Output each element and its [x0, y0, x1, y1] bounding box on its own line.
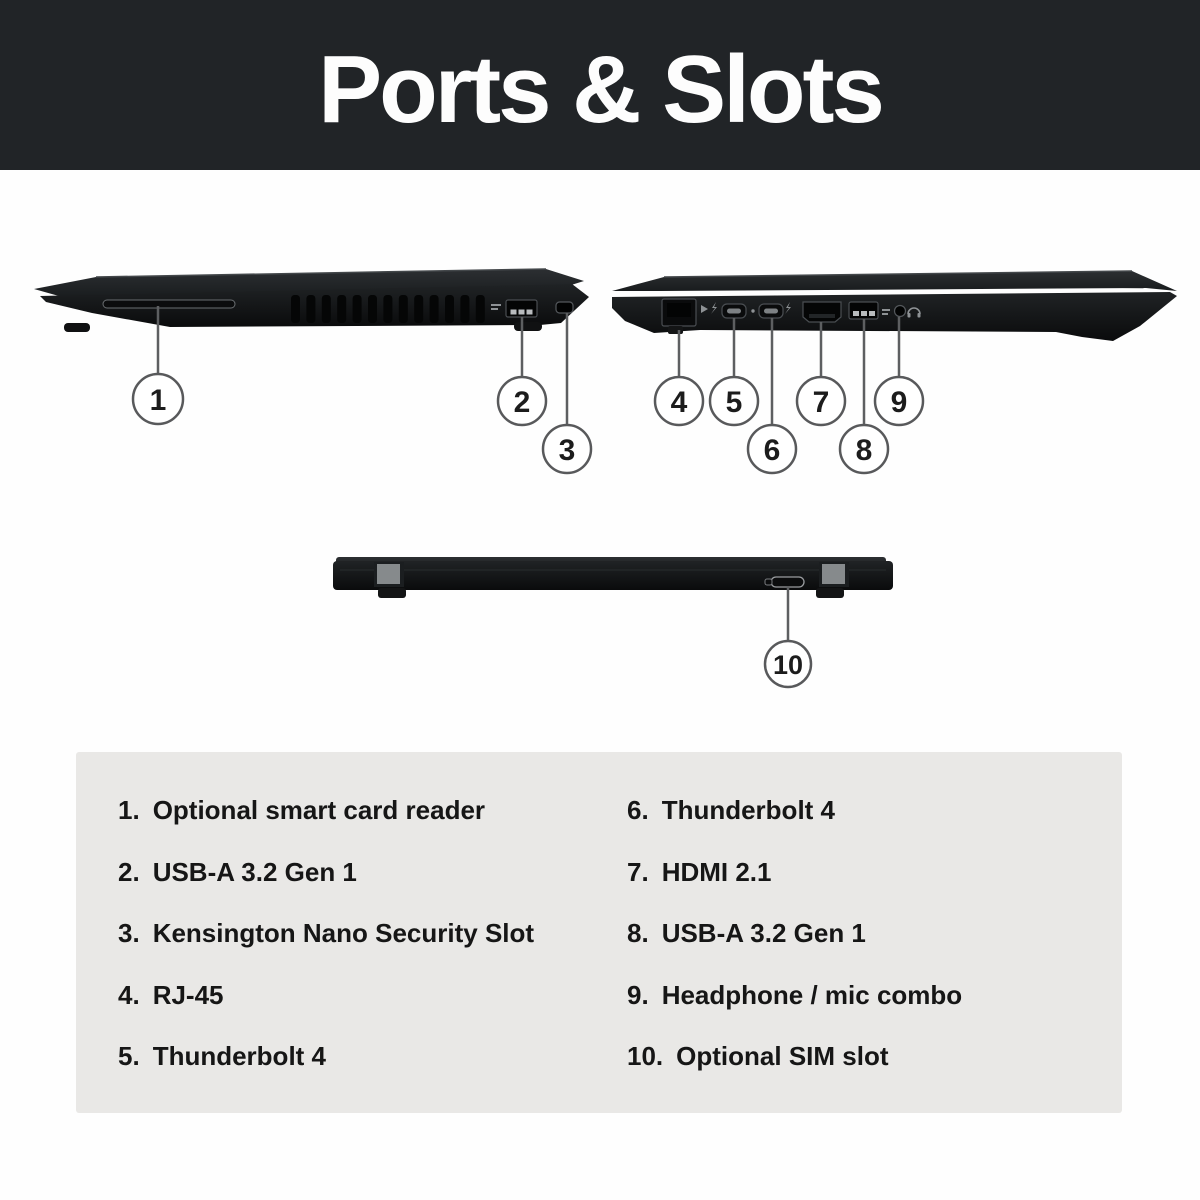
legend-item-label: Kensington Nano Security Slot	[152, 918, 535, 949]
kensington-nano-slot	[556, 302, 573, 313]
callout-number: 4	[670, 386, 688, 419]
dot-icon	[751, 309, 754, 312]
header-banner	[0, 0, 1200, 170]
hinge-left	[374, 562, 404, 587]
hinge-right	[819, 562, 849, 587]
legend-item	[118, 965, 599, 1027]
callout-number: 1	[149, 384, 167, 417]
legend-item-label: Thunderbolt 4	[661, 795, 836, 826]
legend-item-label: Headphone / mic combo	[661, 979, 963, 1010]
callout-number: 5	[725, 386, 743, 419]
legend-item-number: 10.	[627, 1041, 664, 1072]
rubber-foot	[514, 322, 542, 331]
legend-item-number: 6.	[627, 795, 649, 826]
rubber-foot	[378, 588, 406, 598]
legend-item-number: 9.	[627, 979, 649, 1010]
thunderbolt-port-1	[722, 304, 746, 318]
legend-item-label: HDMI 2.1	[661, 856, 772, 887]
legend-item-number: 4.	[118, 979, 140, 1010]
legend-item	[627, 903, 1122, 965]
legend-item-label: Thunderbolt 4	[152, 1041, 327, 1072]
usb-a-port	[506, 300, 537, 317]
smart-card-reader-slot	[103, 300, 235, 308]
laptop-rear-image	[333, 557, 893, 598]
legend-item-label: RJ-45	[152, 979, 224, 1010]
callout-number: 10	[772, 650, 804, 680]
laptop-left-side-image	[34, 269, 589, 332]
legend-item-label: Optional smart card reader	[152, 795, 486, 826]
callout-number: 2	[513, 386, 531, 419]
laptop-right-side-image	[612, 271, 1177, 341]
page-title: Ports & Slots	[318, 36, 882, 143]
legend-item	[118, 1026, 599, 1088]
callout-number: 3	[558, 434, 576, 467]
hdmi-port	[803, 302, 841, 322]
legend-item	[118, 842, 599, 904]
laptop-body	[333, 561, 893, 590]
legend-item	[627, 842, 1122, 904]
legend-item-number: 7.	[627, 856, 649, 887]
callout-number: 9	[890, 386, 908, 419]
legend-item-number: 3.	[118, 918, 140, 949]
callout-numbers	[150, 384, 908, 680]
legend-item	[627, 965, 1122, 1027]
legend-column-left	[76, 780, 599, 1113]
legend-item	[627, 780, 1122, 842]
legend-item-number: 5.	[118, 1041, 140, 1072]
legend-item	[118, 903, 599, 965]
legend-item-number: 8.	[627, 918, 649, 949]
legend-item	[118, 780, 599, 842]
rubber-foot	[64, 323, 90, 332]
legend-item	[627, 1026, 1122, 1088]
legend-item-number: 1.	[118, 795, 140, 826]
laptop-body	[612, 292, 1177, 341]
callout-number: 8	[855, 434, 873, 467]
ports-legend	[76, 752, 1122, 1113]
callout-number: 6	[763, 434, 781, 467]
thunderbolt-port-2	[759, 304, 783, 318]
headphone-jack	[895, 306, 906, 317]
callout-number: 7	[812, 386, 830, 419]
callout-leader-lines	[158, 306, 899, 641]
legend-column-right	[599, 780, 1122, 1113]
legend-item-label: USB-A 3.2 Gen 1	[661, 918, 866, 949]
legend-item-label: USB-A 3.2 Gen 1	[152, 856, 357, 887]
legend-item-label: Optional SIM slot	[676, 1041, 889, 1072]
legend-item-number: 2.	[118, 856, 140, 887]
callout-circles	[133, 374, 923, 687]
rubber-foot	[816, 588, 844, 598]
usb-a-port	[849, 302, 878, 319]
